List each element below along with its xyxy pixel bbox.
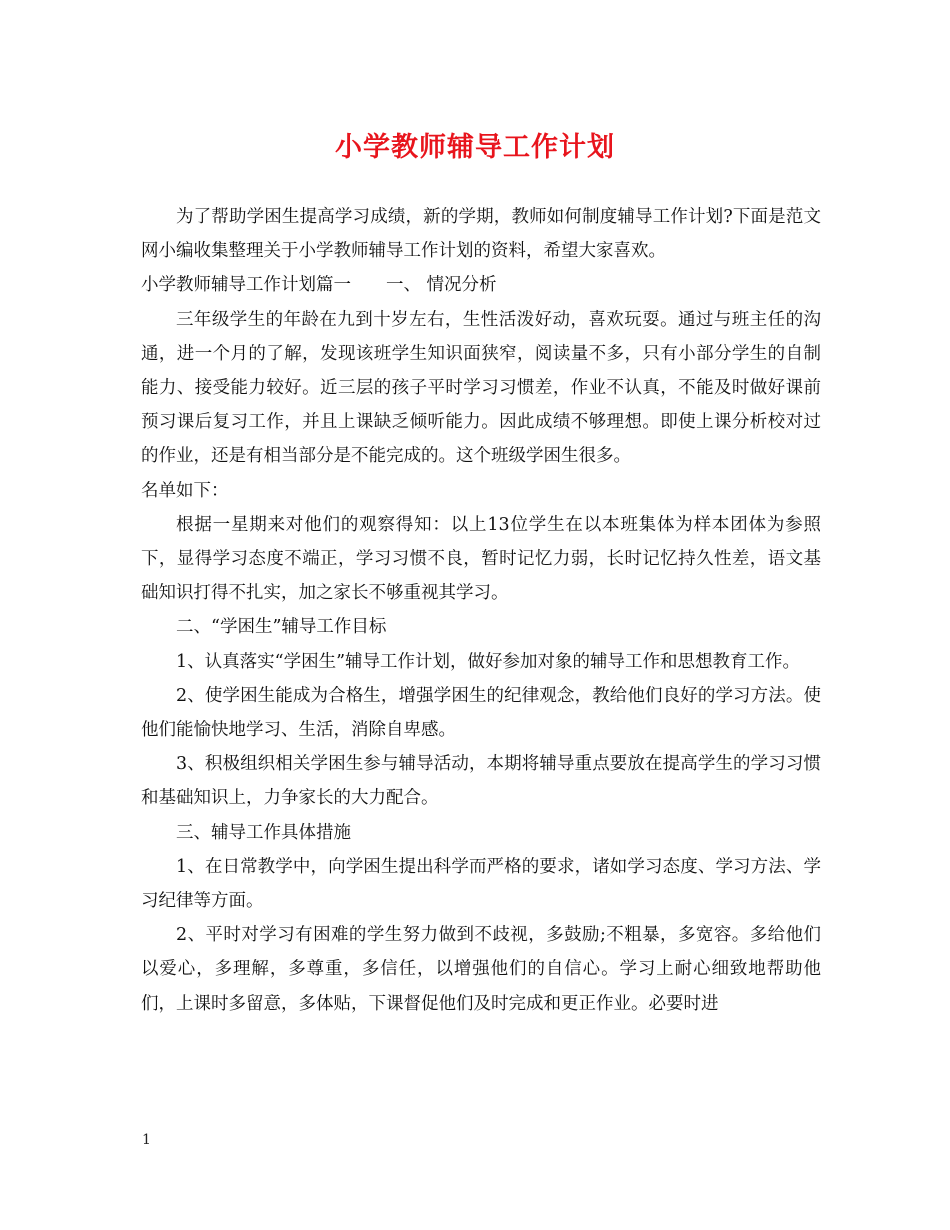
document-title: 小学教师辅导工作计划 — [335, 132, 615, 163]
paragraph-measure-2: 2、平时对学习有困难的学生努力做到不歧视，多鼓励;不粗暴，多宽容。多给他们以爱心，多理解，多尊重，多信任，以增强他们的自信心。学习上耐心细致地帮助他们，上课时多留意，多体贴，下课督促他们及时完成和更正作业。必要时进 — [141, 925, 821, 1014]
paragraph-observation: 根据一星期来对他们的观察得知：以上13位学生在以本班集体为样本团体为参照下，显得学习态度不端正，学习习惯不良，暂时记忆力弱，长时记忆持久性差，语文基础知识打得不扎实，加之家长不够重视其学习。 — [141, 514, 821, 604]
paragraph-goals-heading: 二、“学困生”辅导工作目标 — [176, 617, 387, 638]
paragraph-goal-2: 2、使学困生能成为合格生，增强学困生的纪律观念，教给他们良好的学习方法。使他们能愉快地学习、生活，消除自卑感。 — [141, 685, 821, 741]
document-body — [141, 200, 821, 1021]
paragraph-section-heading: 小学教师辅导工作计划篇一 一、 情况分析 — [141, 275, 497, 296]
paragraph-name-list: 名单如下： — [141, 480, 229, 501]
paragraph-measures-heading: 三、辅导工作具体措施 — [176, 822, 351, 843]
paragraph-situation-analysis: 三年级学生的年龄在九到十岁左右，生性活泼好动，喜欢玩耍。通过与班主任的沟通，进一个月的了解，发现该班学生知识面狭窄，阅读量不多，只有小部分学生的自制能力、接受能力较好。近三层的孩子平时学习习惯差，作业不认真，不能及时做好课前预习课后复习工作，并且上课缺乏倾听能力。因此成绩不够理想。即使上课分析校对过的作业，还是有相当部分是不能完成的。这个班级学困生很多。 — [141, 309, 821, 467]
paragraph-goal-1: 1、认真落实“学困生”辅导工作计划，做好参加对象的辅导工作和思想教育工作。 — [176, 651, 801, 672]
page-number: 1 — [142, 1132, 151, 1148]
paragraph-goal-3: 3、积极组织相关学困生参与辅导活动，本期将辅导重点要放在提高学生的学习习惯和基础知识上，力争家长的大力配合。 — [141, 754, 821, 809]
paragraph-measure-1: 1、在日常教学中，向学困生提出科学而严格的要求，诸如学习态度、学习方法、学习纪律等方面。 — [141, 856, 821, 912]
paragraph-intro: 为了帮助学困生提高学习成绩，新的学期，教师如何制度辅导工作计划?下面是范文网小编收集整理关于小学教师辅导工作计划的资料，希望大家喜欢。 — [141, 207, 821, 262]
